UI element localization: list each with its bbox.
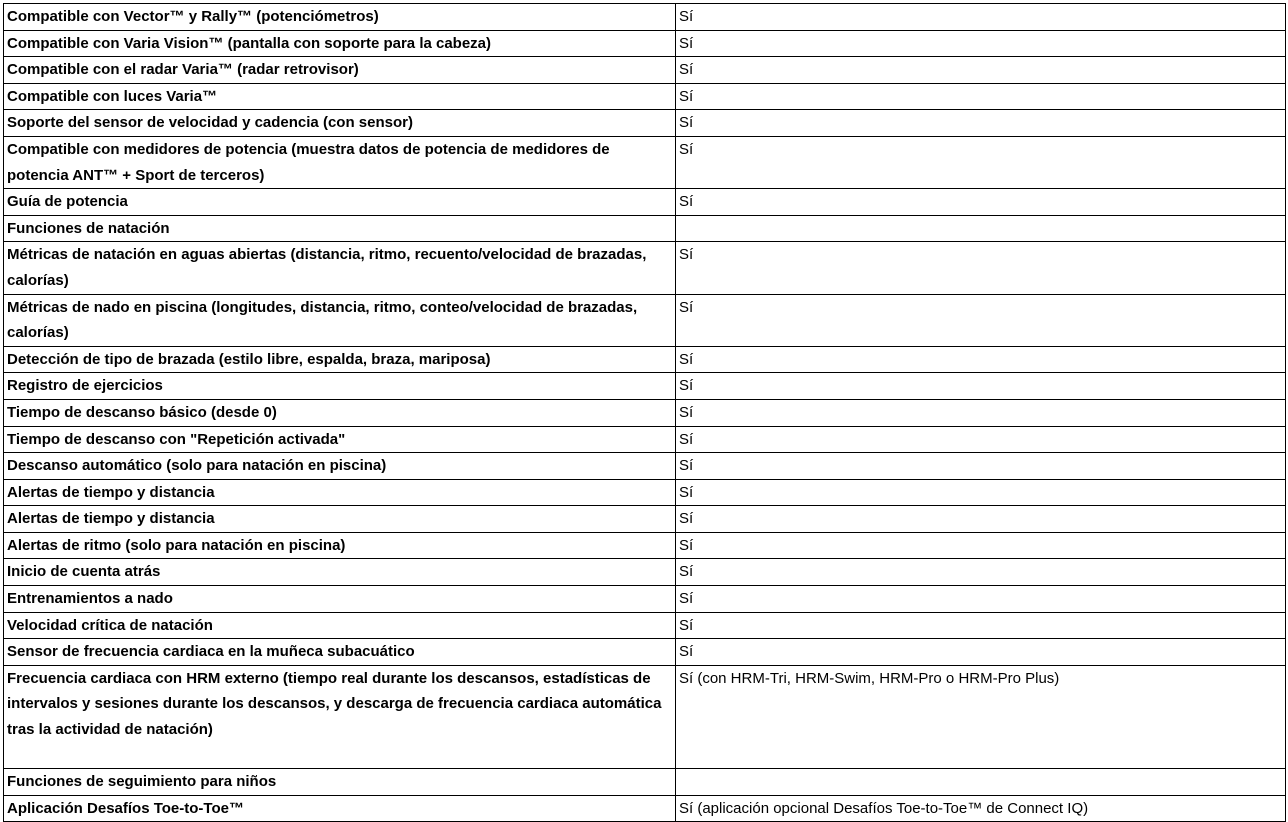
feature-cell[interactable]: Alertas de tiempo y distancia xyxy=(4,506,676,533)
value-cell[interactable]: Sí xyxy=(676,559,1286,586)
feature-cell[interactable]: Compatible con luces Varia™ xyxy=(4,83,676,110)
feature-cell[interactable]: Entrenamientos a nado xyxy=(4,586,676,613)
table-row-5[interactable] xyxy=(4,110,1286,137)
feature-cell[interactable]: Compatible con el radar Varia™ (radar retrovisor) xyxy=(4,57,676,84)
feature-cell[interactable]: Métricas de nado en piscina (longitudes, distancia, ritmo, conteo/velocidad de brazadas, calorías) xyxy=(4,294,676,346)
feature-cell[interactable]: Tiempo de descanso con "Repetición activada" xyxy=(4,426,676,453)
table-row-21[interactable] xyxy=(4,612,1286,639)
feature-cell[interactable]: Aplicación Desafíos Toe-to-Toe™ xyxy=(4,795,676,822)
value-cell[interactable]: Sí xyxy=(676,294,1286,346)
value-cell[interactable]: Sí xyxy=(676,399,1286,426)
table-row-6[interactable] xyxy=(4,136,1286,188)
table-row-25[interactable] xyxy=(4,795,1286,822)
value-cell[interactable]: Sí (aplicación opcional Desafíos Toe-to-Toe™ de Connect IQ) xyxy=(676,795,1286,822)
feature-cell[interactable]: Compatible con medidores de potencia (muestra datos de potencia de medidores de potencia ANT™ + Sport de terceros) xyxy=(4,136,676,188)
table-row-22[interactable] xyxy=(4,639,1286,666)
value-cell[interactable]: Sí xyxy=(676,612,1286,639)
feature-cell[interactable]: Funciones de natación xyxy=(4,215,676,242)
value-cell[interactable]: Sí xyxy=(676,110,1286,137)
feature-cell[interactable]: Frecuencia cardiaca con HRM externo (tiempo real durante los descansos, estadísticas de intervalos y sesiones durante los descansos, y descarga de frecuencia cardiaca automática tras la actividad de natación) xyxy=(4,665,676,768)
value-cell[interactable]: Sí xyxy=(676,586,1286,613)
feature-cell[interactable]: Tiempo de descanso básico (desde 0) xyxy=(4,399,676,426)
value-cell[interactable]: Sí xyxy=(676,189,1286,216)
table-row-7[interactable] xyxy=(4,189,1286,216)
feature-cell[interactable]: Inicio de cuenta atrás xyxy=(4,559,676,586)
value-cell[interactable]: Sí xyxy=(676,373,1286,400)
feature-cell[interactable]: Guía de potencia xyxy=(4,189,676,216)
feature-cell[interactable]: Detección de tipo de brazada (estilo libre, espalda, braza, mariposa) xyxy=(4,346,676,373)
table-row-17[interactable] xyxy=(4,506,1286,533)
table-row-14[interactable] xyxy=(4,426,1286,453)
value-cell[interactable]: Sí xyxy=(676,506,1286,533)
value-cell[interactable]: Sí (con HRM-Tri, HRM-Swim, HRM-Pro o HRM-Pro Plus) xyxy=(676,665,1286,768)
table-row-8[interactable] xyxy=(4,215,1286,242)
value-cell[interactable]: Sí xyxy=(676,426,1286,453)
value-cell[interactable]: Sí xyxy=(676,453,1286,480)
value-cell[interactable]: Sí xyxy=(676,57,1286,84)
table-row-24[interactable] xyxy=(4,769,1286,796)
table-row-12[interactable] xyxy=(4,373,1286,400)
feature-cell[interactable]: Registro de ejercicios xyxy=(4,373,676,400)
value-cell[interactable]: Sí xyxy=(676,136,1286,188)
table-row-15[interactable] xyxy=(4,453,1286,480)
table-row-23[interactable] xyxy=(4,665,1286,768)
value-cell[interactable]: Sí xyxy=(676,479,1286,506)
value-cell[interactable]: Sí xyxy=(676,346,1286,373)
table-row-1[interactable] xyxy=(4,4,1286,31)
feature-table-body xyxy=(4,4,1286,822)
table-row-3[interactable] xyxy=(4,57,1286,84)
value-cell[interactable] xyxy=(676,769,1286,796)
table-row-18[interactable] xyxy=(4,532,1286,559)
feature-cell[interactable]: Sensor de frecuencia cardiaca en la muñeca subacuático xyxy=(4,639,676,666)
value-cell[interactable]: Sí xyxy=(676,639,1286,666)
table-row-20[interactable] xyxy=(4,586,1286,613)
value-cell[interactable]: Sí xyxy=(676,242,1286,294)
table-row-2[interactable] xyxy=(4,30,1286,57)
feature-table xyxy=(3,3,1286,822)
feature-cell[interactable]: Alertas de tiempo y distancia xyxy=(4,479,676,506)
value-cell[interactable]: Sí xyxy=(676,532,1286,559)
feature-cell[interactable]: Velocidad crítica de natación xyxy=(4,612,676,639)
table-row-9[interactable] xyxy=(4,242,1286,294)
value-cell[interactable]: Sí xyxy=(676,30,1286,57)
value-cell[interactable] xyxy=(676,215,1286,242)
value-cell[interactable]: Sí xyxy=(676,83,1286,110)
value-cell[interactable]: Sí xyxy=(676,4,1286,31)
table-row-19[interactable] xyxy=(4,559,1286,586)
table-row-16[interactable] xyxy=(4,479,1286,506)
feature-cell[interactable]: Métricas de natación en aguas abiertas (distancia, ritmo, recuento/velocidad de brazadas, calorías) xyxy=(4,242,676,294)
feature-cell[interactable]: Compatible con Vector™ y Rally™ (potenciómetros) xyxy=(4,4,676,31)
table-row-4[interactable] xyxy=(4,83,1286,110)
feature-cell[interactable]: Soporte del sensor de velocidad y cadencia (con sensor) xyxy=(4,110,676,137)
feature-cell[interactable]: Alertas de ritmo (solo para natación en piscina) xyxy=(4,532,676,559)
feature-cell[interactable]: Compatible con Varia Vision™ (pantalla con soporte para la cabeza) xyxy=(4,30,676,57)
feature-cell[interactable]: Funciones de seguimiento para niños xyxy=(4,769,676,796)
table-row-13[interactable] xyxy=(4,399,1286,426)
feature-cell[interactable]: Descanso automático (solo para natación en piscina) xyxy=(4,453,676,480)
table-row-10[interactable] xyxy=(4,294,1286,346)
table-row-11[interactable] xyxy=(4,346,1286,373)
